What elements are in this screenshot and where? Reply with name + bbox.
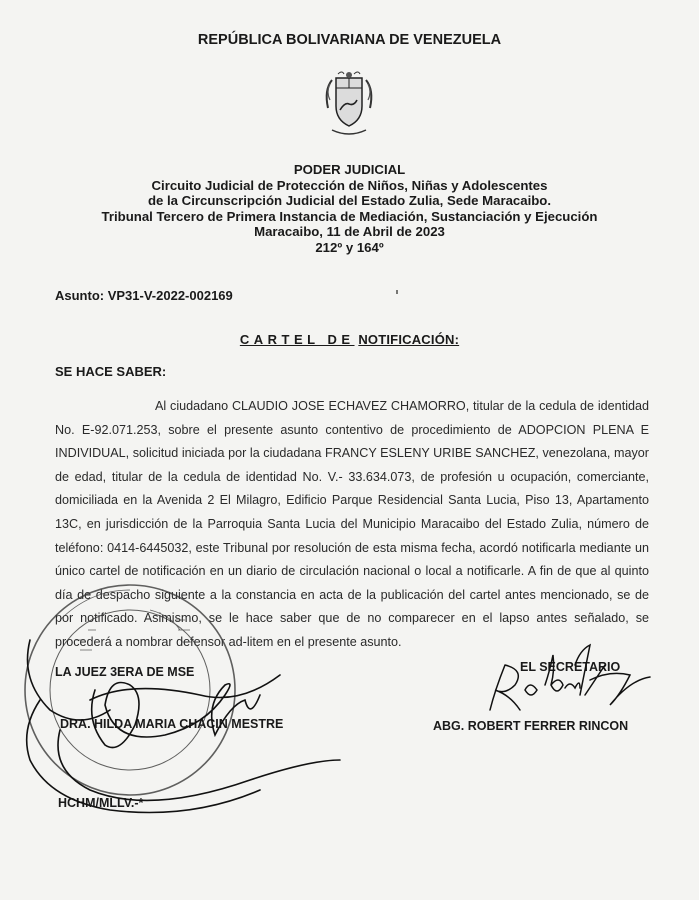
- secretary-signature: [490, 645, 650, 710]
- header-line-power: PODER JUDICIAL: [293, 162, 406, 177]
- header-line-tribunal: Tribunal Tercero de Primera Instancia de Mediación, Sustanciación y Ejecución: [101, 208, 598, 224]
- header-line-date: Maracaibo, 11 de Abril de 2023: [254, 224, 445, 240]
- judge-title: LA JUEZ 3ERA DE MSE: [55, 665, 195, 679]
- header-line-years: 212º y 164º: [315, 239, 384, 255]
- header-line-circuit: Circuito Judicial de Protección de Niños, Niñas y Adolescentes: [151, 177, 548, 193]
- header-line-jurisdiction: de la Circunscripción Judicial del Estado Zulia, Sede Maracaibo.: [147, 193, 552, 209]
- republic-heading: REPÚBLICA BOLIVARIANA DE VENEZUELA: [197, 32, 502, 48]
- secretary-title: EL SECRETARIO: [520, 660, 621, 674]
- judge-name: DRA. HILDA MARIA CHACIN MESTRE: [60, 717, 284, 731]
- document-title: [0, 332, 699, 347]
- coat-of-arms-emblem: [318, 70, 380, 140]
- secretary-name: ABG. ROBERT FERRER RINCON: [433, 719, 629, 733]
- notice-heading: SE HACE SABER:: [55, 364, 167, 379]
- title-part-1: CARTEL DE: [239, 332, 355, 347]
- typist-initials: HCHM/MLLV.-*: [58, 796, 144, 810]
- case-subject: Asunto: VP31-V-2022-002169: [55, 288, 233, 303]
- notice-body: Al ciudadano CLAUDIO JOSE ECHAVEZ CHAMORRO, titular de la cedula de identidad No. E-92.071.253, sobre el presente asunto contentivo de procedimiento de ADOPCION PLENA E INDIVIDUAL, solicitud iniciada por la ciudadana FRANCY ESLENY URIBE SANCHEZ, venezolana, mayor de edad, titular de la cedula de identidad No. V.- 33.634.073, de profesión u ocupación, comerciante, domiciliada en la Avenida 2 El Milagro, Edificio Parque Residencial Santa Lucia, Piso 13, Apartamento 13C, en jurisdicción de la Parroquia Santa Lucia del Municipio Maracaibo del Estado Zulia, número de teléfono: 0414-6445032, este Tribunal por resolución de esta misma fecha, acordó notificarla mediante un único cartel de notificación en un diario de circulación nacional o local a notificarle. A fin de que al quinto día de despacho siguiente a la constancia en acta de la publicación del cartel antes mencionado, se de por notificado. Asimismo, se le hace saber que de no comparecer en el lapso antes señalado, se procederá a nombrar defensor ad-litem en el presente asunto.: [55, 399, 649, 649]
- court-header: [0, 162, 699, 256]
- title-part-2: NOTIFICACIÓN:: [358, 332, 460, 347]
